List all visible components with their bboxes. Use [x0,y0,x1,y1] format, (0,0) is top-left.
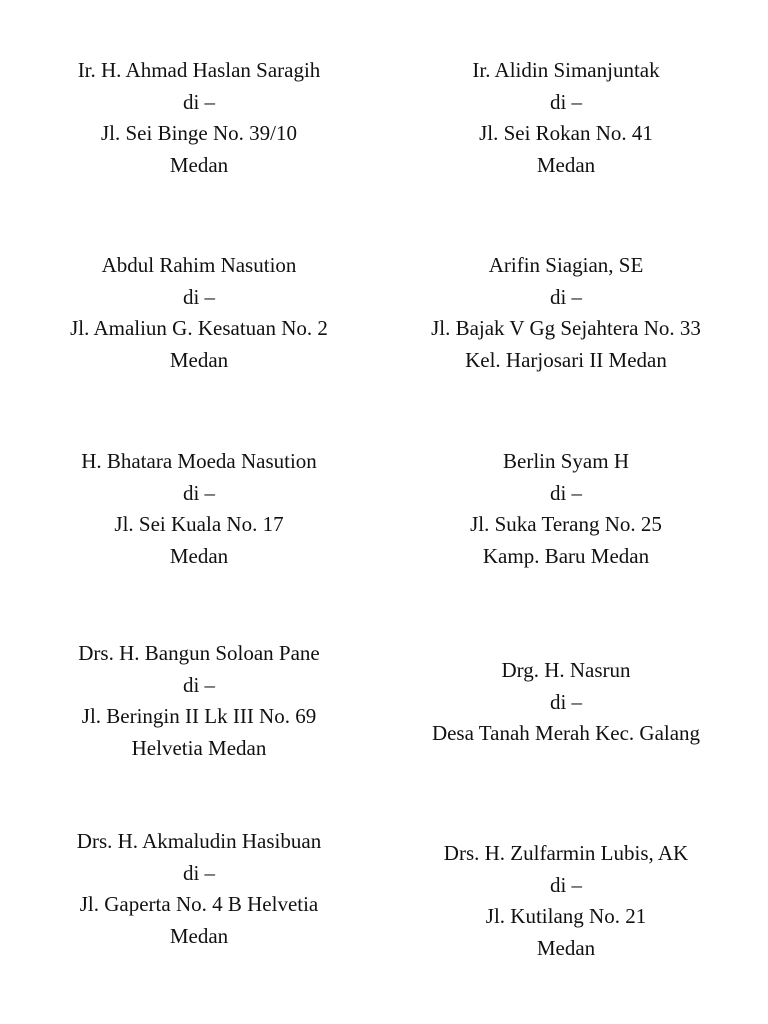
address-label-6 [386,446,746,572]
recipient-name: Drs. H. Zulfarmin Lubis, AK [443,841,689,865]
street-address: Jl. Sei Kuala No. 17 [114,512,284,536]
recipient-name: Ir. H. Ahmad Haslan Saragih [77,58,321,82]
city: Kamp. Baru Medan [482,543,650,568]
street-address: Jl. Sei Rokan No. 41 [479,121,653,145]
street-address: Jl. Beringin II Lk III No. 69 [81,704,317,728]
street-address: Jl. Kutilang No. 21 [485,904,647,928]
address-prefix: di – [549,284,583,309]
address-label-5 [19,446,379,572]
street-address: Desa Tanah Merah Kec. Galang [431,721,701,745]
recipient-name: H. Bhatara Moeda Nasution [81,449,317,473]
recipient-name: Berlin Syam H [503,449,629,473]
recipient-name: Drs. H. Bangun Soloan Pane [78,641,320,665]
recipient-name: Drs. H. Akmaludin Hasibuan [76,829,322,853]
recipient-name: Drg. H. Nasrun [501,658,631,682]
street-address: Jl. Suka Terang No. 25 [470,512,662,536]
address-label-1 [19,55,379,181]
city: Medan [536,935,596,960]
street-address: Jl. Sei Binge No. 39/10 [100,121,297,145]
recipient-name: Arifin Siagian, SE [488,253,644,277]
city: Kel. Harjosari II Medan [465,347,667,372]
city: Medan [536,152,596,177]
address-label-9 [19,826,379,952]
address-prefix: di – [182,284,216,309]
address-label-10 [386,838,746,964]
address-prefix: di – [182,480,216,505]
address-prefix: di – [182,672,216,697]
city: Medan [169,152,229,177]
recipient-name: Ir. Alidin Simanjuntak [472,58,660,82]
address-prefix: di – [182,89,216,114]
address-label-8 [386,655,746,750]
city: Medan [169,543,229,568]
address-prefix: di – [182,860,216,885]
address-label-7 [19,638,379,764]
address-label-4 [386,250,746,376]
city: Medan [169,923,229,948]
street-address: Jl. Bajak V Gg Sejahtera No. 33 [431,316,701,340]
city: Medan [169,347,229,372]
address-label-2 [386,55,746,181]
address-label-3 [19,250,379,376]
street-address: Jl. Gaperta No. 4 B Helvetia [79,892,319,916]
address-prefix: di – [549,480,583,505]
recipient-name: Abdul Rahim Nasution [101,253,297,277]
address-prefix: di – [549,689,583,714]
address-prefix: di – [549,872,583,897]
city: Helvetia Medan [131,735,267,760]
address-prefix: di – [549,89,583,114]
street-address: Jl. Amaliun G. Kesatuan No. 2 [70,316,328,340]
